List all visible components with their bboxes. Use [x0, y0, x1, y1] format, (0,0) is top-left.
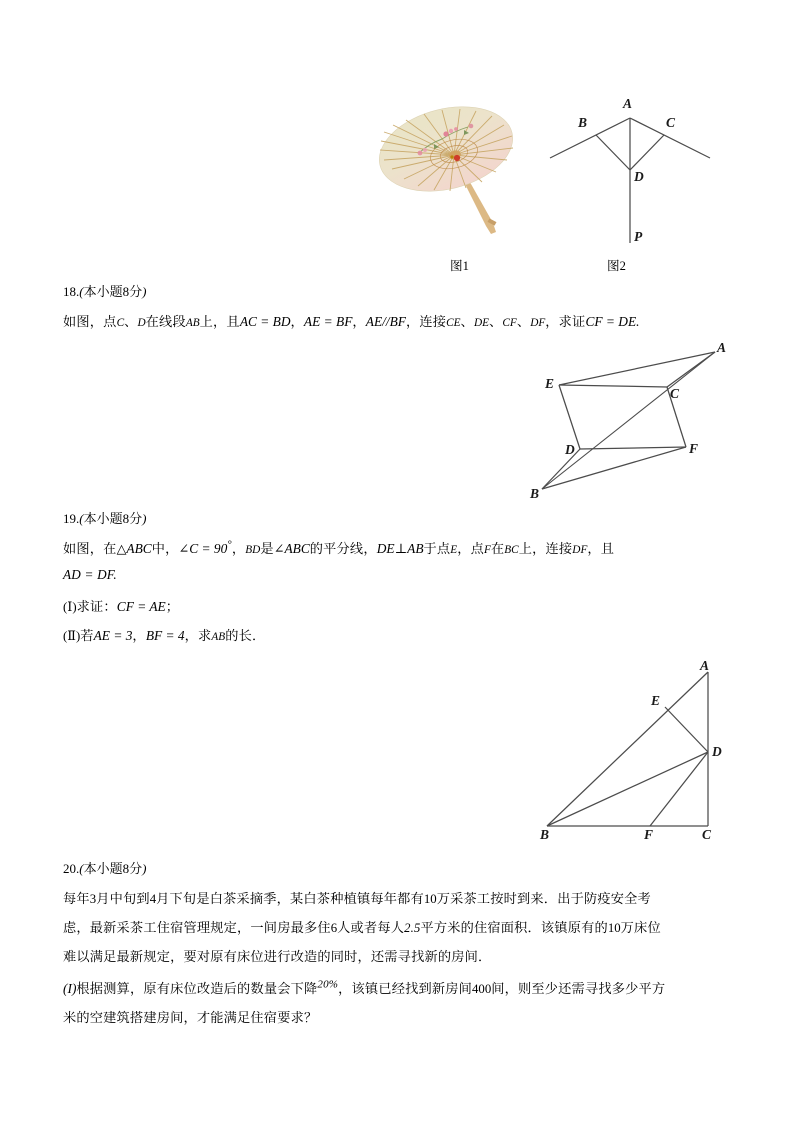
p20-l2-b: 人或者每人 — [337, 920, 405, 935]
problem-19-header — [63, 508, 146, 527]
p18-parallel-AE-BF: AE//BF — [365, 314, 406, 329]
p18-seg5: 求证 — [558, 314, 586, 329]
p18-seg4: 连接 — [419, 314, 447, 329]
umbrella-figure — [376, 92, 532, 242]
p19-seg1: 如图，在 — [63, 541, 117, 556]
problem-19-label-F: F — [644, 827, 654, 842]
problem-19-score: 8 — [122, 511, 130, 526]
p18-segment-AB: AB — [185, 317, 200, 329]
p18-seg2: 在线段 — [145, 314, 186, 329]
p19-part2-AB: AB — [211, 631, 226, 643]
p18-seg-DF: DF — [530, 317, 546, 329]
problem-18-head-text: 本小题 — [83, 284, 123, 299]
problem-20-line-5: 米的空建筑搭建房间，才能满足住宿要求？ — [63, 1010, 318, 1025]
problem-18-body — [63, 311, 640, 330]
figure-2-label-P: P — [634, 229, 643, 244]
figure-2-label-C: C — [666, 115, 676, 130]
problem-18-label-F: F — [689, 441, 699, 456]
p19-point-F: F — [483, 544, 491, 556]
problem-18-header — [63, 281, 146, 300]
p20-l2-c: 平方米的住宿面积．该镇原有的 — [420, 920, 608, 935]
problem-19-label-C: C — [702, 827, 712, 842]
figure-2-caption-cn: 图 — [607, 259, 620, 273]
p18-comma1: ， — [290, 314, 304, 329]
p19-seg5: 于点 — [423, 541, 451, 556]
p20-part1-paren-open: ( — [63, 981, 68, 996]
p19-part1-paren-open: ( — [63, 600, 68, 614]
problem-18-label-D: D — [565, 442, 575, 457]
problem-19-label-E: E — [651, 693, 661, 708]
p18-seg-CF: CF — [502, 317, 517, 329]
p18-seg-DE: DE — [473, 317, 489, 329]
p19-part2-BF: BF = 4 — [145, 628, 185, 643]
p19-seg4: 的平分线， — [309, 541, 377, 556]
p19-part1-math: CF = AE — [116, 599, 166, 614]
figure-2-diagram — [548, 95, 748, 255]
p19-part1-roman: Ⅰ — [67, 600, 73, 614]
p20-l1-b: 月中旬到 — [96, 891, 150, 906]
figure-2-label-D: D — [634, 169, 644, 184]
p19-comma1: ， — [231, 541, 246, 556]
p20-l4-n2: 400 — [472, 982, 492, 996]
p20-l2-n2: 2.5 — [404, 921, 421, 935]
p20-l1-d: 万采茶工按时到来．出于防疫安全考 — [436, 891, 651, 906]
p18-dun3: 、 — [489, 314, 503, 329]
p18-comma2: ， — [352, 314, 366, 329]
problem-20-line-3: 难以满足最新规定，要对原有床位进行改造的同时，还需寻找新的房间． — [63, 949, 492, 964]
p18-seg1: 如图，点 — [63, 314, 117, 329]
p19-part2-comma: ， — [132, 628, 146, 643]
p20-l2-n3: 10 — [607, 921, 621, 935]
p18-seg3: 上，且 — [199, 314, 240, 329]
p19-comma3: ，且 — [587, 541, 615, 556]
p19-comma2: ，点 — [457, 541, 484, 556]
problem-19-paren-close: ) — [142, 511, 147, 526]
problem-19-score-unit: 分 — [129, 511, 143, 526]
problem-18-number: 18. — [63, 284, 80, 299]
problem-18-label-C: C — [670, 386, 680, 401]
figure-1-caption-cn: 图 — [450, 259, 463, 273]
p19-value-90: 90 — [213, 541, 228, 556]
p20-l1-c: 月下旬是白茶采摘季，某白茶种植镇每年都有 — [156, 891, 424, 906]
problem-18-figure — [515, 338, 750, 503]
p19-seg2: 中， — [151, 541, 179, 556]
p19-part2-AE: AE = 3 — [93, 628, 133, 643]
p20-l1-n1: 3 — [89, 892, 97, 906]
p20-l2-a: 虑，最新采茶工住宿管理规定，一间房最多住 — [63, 920, 331, 935]
p18-eq-AE-BF: AE = BF — [303, 314, 353, 329]
problem-19-paren-open: ( — [79, 511, 84, 526]
p19-part1-tail: ； — [165, 599, 180, 614]
p19-seg7: 上，连接 — [518, 541, 573, 556]
figure-2-label-A: A — [623, 96, 633, 111]
p18-dun4: 、 — [516, 314, 531, 329]
p20-part1-paren-close: ) — [71, 981, 77, 996]
problem-19-number: 19. — [63, 511, 80, 526]
p19-tri-ABC: ABC — [126, 541, 152, 556]
problem-19-body-line-1 — [63, 538, 614, 557]
problem-19-figure — [490, 660, 740, 840]
problem-18-paren-open: ( — [79, 284, 84, 299]
p19-point-E: E — [450, 544, 458, 556]
problem-20-number: 20. — [63, 861, 80, 876]
p20-part1-roman: I — [67, 981, 72, 996]
problem-19-part-2 — [63, 625, 265, 644]
p18-dun2: 、 — [460, 314, 474, 329]
p18-comma4: ， — [545, 314, 559, 329]
p19-angle-C: C — [189, 541, 199, 556]
p19-part2-roman: Ⅱ — [67, 629, 76, 643]
p18-seg-CE: CE — [446, 317, 461, 329]
p19-part2-paren-open: ( — [63, 629, 68, 643]
problem-18-paren-close: ) — [142, 284, 147, 299]
p18-dun1: 、 — [124, 314, 138, 329]
p19-part1-paren-close: ) — [72, 600, 77, 614]
p20-l4-n1: 20% — [317, 978, 339, 991]
p19-seg-DF: DF — [572, 544, 588, 556]
p19-eq: = — [198, 541, 214, 556]
problem-19-head-text: 本小题 — [83, 511, 123, 526]
problem-19-label-A: A — [700, 658, 710, 673]
p19-part2-comma2: ，求 — [184, 628, 212, 643]
umbrella-illustration — [376, 92, 532, 242]
p18-comma3: ， — [405, 314, 420, 329]
p20-l1-a: 每年 — [63, 891, 90, 906]
p20-l4-a: 根据测算，原有床位改造后的数量会下降 — [76, 981, 318, 996]
problem-20-score-unit: 分 — [129, 861, 143, 876]
problem-20-line-2 — [63, 917, 661, 936]
p19-part1-text: 求证： — [76, 599, 117, 614]
figure-2-caption — [607, 255, 626, 274]
problem-18-score-unit: 分 — [129, 284, 143, 299]
angle-icon-2: ∠ — [273, 542, 285, 556]
p20-l1-n2: 4 — [149, 892, 157, 906]
p19-seg-AB: AB — [407, 541, 424, 556]
p20-l2-n1: 6 — [330, 921, 338, 935]
degree-icon: ° — [227, 538, 232, 551]
p19-angle-ABC: ABC — [284, 541, 310, 556]
problem-18-score: 8 — [122, 284, 130, 299]
problem-20-paren-close: ) — [142, 861, 147, 876]
problem-18-label-B: B — [530, 486, 540, 501]
problem-19-part-1 — [63, 596, 179, 615]
figure-1-caption-num: 1 — [462, 259, 469, 273]
p19-seg-DE: DE — [376, 541, 395, 556]
problem-18-svg — [515, 338, 750, 503]
problem-20-header — [63, 858, 146, 877]
p20-l4-c: 间，则至少还需寻找多少平方 — [491, 981, 666, 996]
p20-l1-n3: 10 — [423, 892, 437, 906]
triangle-icon: △ — [116, 542, 127, 556]
problem-19-label-B: B — [540, 827, 550, 842]
p19-seg6: 在 — [490, 541, 505, 556]
p19-seg3: 是 — [260, 541, 274, 556]
problem-18-label-A: A — [717, 340, 727, 355]
problem-20-line-1 — [63, 888, 651, 907]
problem-19-svg — [490, 660, 740, 840]
problem-20-head-text: 本小题 — [83, 861, 123, 876]
problem-19-body-line-2: AD = DF. — [63, 567, 117, 582]
problem-20-paren-open: ( — [79, 861, 84, 876]
p18-eq-AC-BD: AC = BD — [239, 314, 291, 329]
p19-part2-tail: 的长． — [225, 628, 266, 643]
p19-seg-BD: BD — [245, 544, 261, 556]
perpendicular-icon: ⊥ — [394, 541, 408, 556]
angle-icon: ∠ — [178, 542, 190, 556]
p19-part2-paren-close: ) — [75, 629, 81, 643]
p20-l4-b: ，该镇已经找到新房间 — [338, 981, 473, 996]
p18-goal-CF-DE: CF = DE. — [585, 314, 640, 329]
figure-2-caption-num: 2 — [619, 259, 626, 273]
p19-part2-text: 若 — [80, 628, 94, 643]
problem-20-line-4 — [63, 978, 665, 997]
p20-l2-d: 万床位 — [620, 920, 661, 935]
problem-19-label-D: D — [712, 744, 722, 759]
p18-point-D: D — [137, 317, 146, 329]
problem-20-score: 8 — [122, 861, 130, 876]
problem-18-label-E: E — [545, 376, 555, 391]
figure-1-caption — [450, 255, 469, 274]
p19-seg-BC: BC — [504, 544, 519, 556]
figure-2-label-B: B — [578, 115, 588, 130]
p18-point-C: C — [116, 317, 125, 329]
